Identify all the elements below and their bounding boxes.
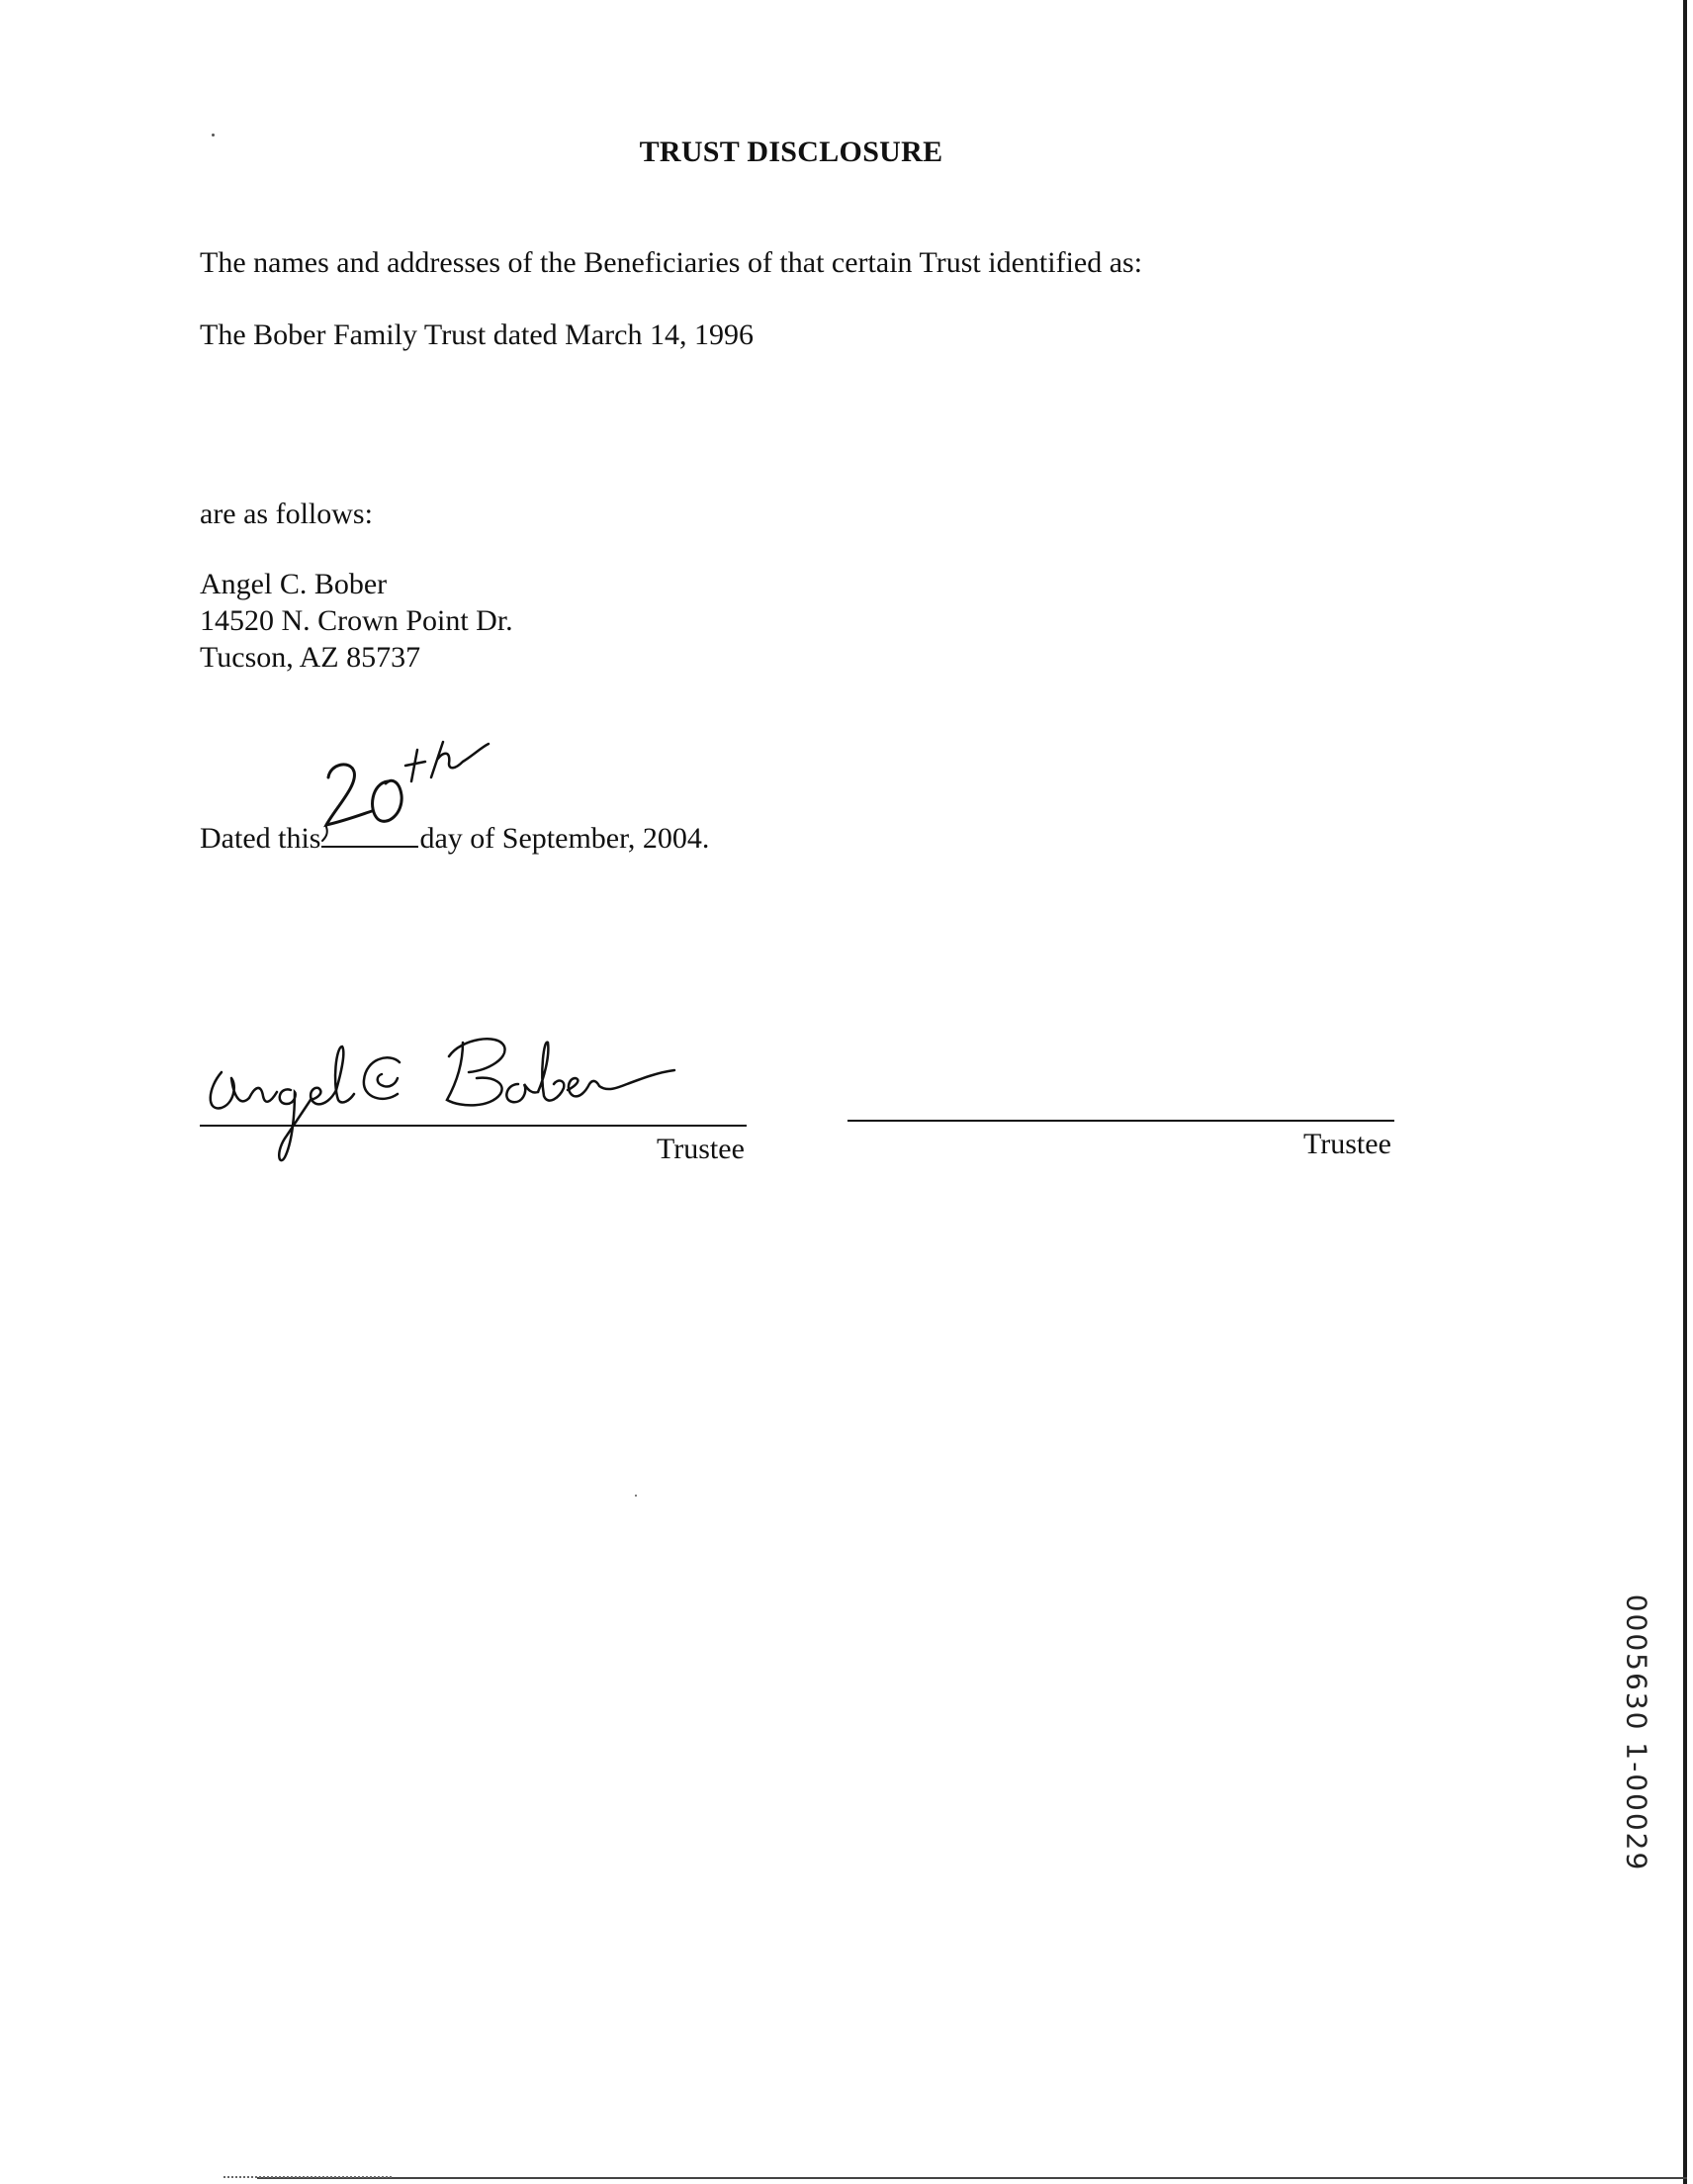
beneficiary-city: Tucson, AZ 85737 [200, 641, 421, 674]
trust-name: The Bober Family Trust dated March 14, 1996 [200, 318, 754, 351]
handwritten-day [314, 738, 492, 847]
dated-prefix: Dated this [200, 822, 321, 855]
signature-line-right [847, 1120, 1394, 1122]
follows-text: are as follows: [200, 498, 373, 530]
dated-suffix: day of September, 2004. [419, 822, 710, 855]
trustee-label-right: Trustee [1303, 1128, 1391, 1160]
beneficiary-name: Angel C. Bober [200, 568, 388, 600]
document-title: TRUST DISCLOSURE [639, 136, 943, 168]
scan-speck [635, 1495, 637, 1497]
trustee-signature [202, 1013, 686, 1171]
bates-number: 0005630 1-00029 [1620, 1593, 1653, 1872]
trustee-label-left: Trustee [657, 1133, 745, 1165]
page-edge-right [1683, 0, 1687, 2184]
beneficiary-street: 14520 N. Crown Point Dr. [200, 604, 513, 637]
signature-line-left [200, 1125, 747, 1127]
intro-text: The names and addresses of the Beneficiaries of that certain Trust identified as: [200, 246, 1143, 279]
scan-artifact-dots [223, 2176, 392, 2178]
page-edge-bottom [257, 2177, 1687, 2179]
bates-stamp [1612, 1594, 1661, 1871]
